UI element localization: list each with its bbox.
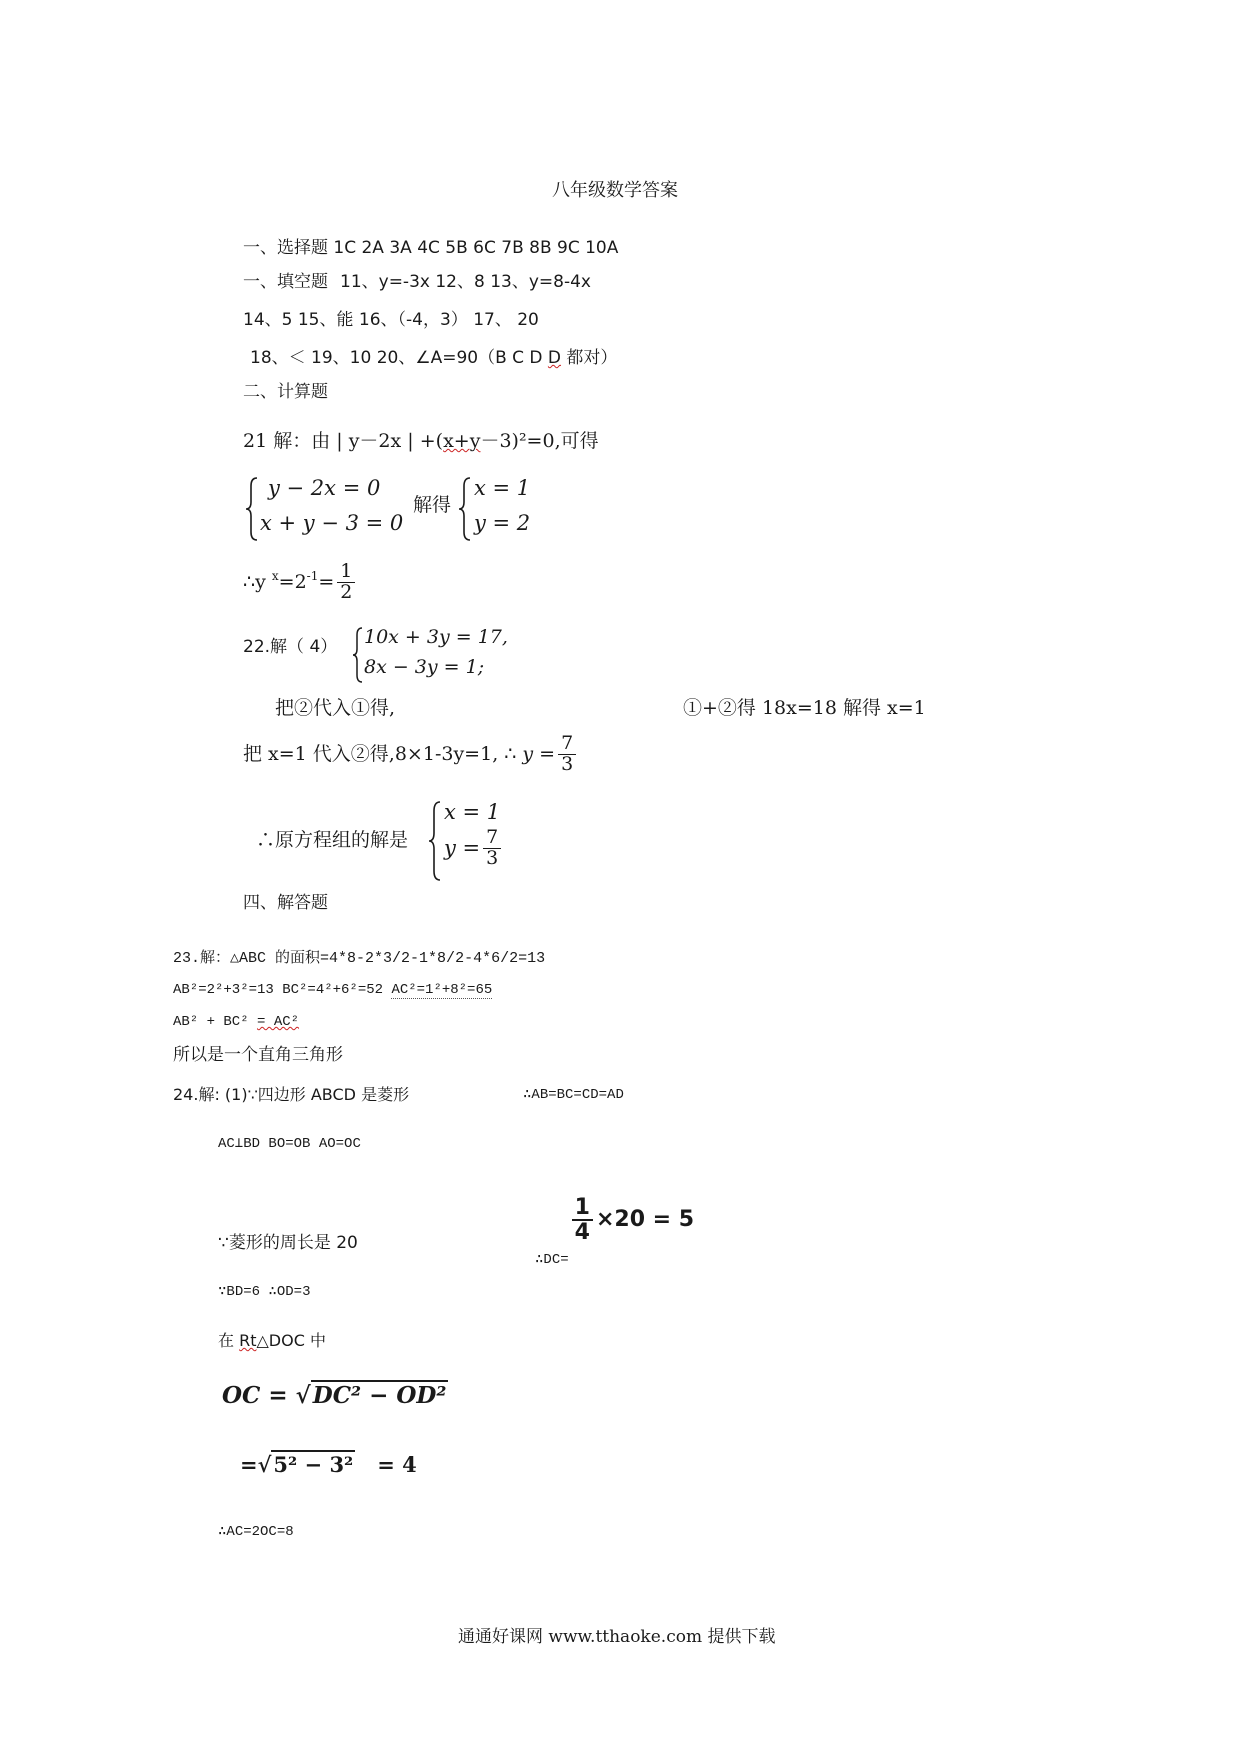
multiple-choice-answers: 一、选择题 1C 2A 3A 4C 5B 6C 7B 8B 9C 10A xyxy=(243,238,619,258)
fill-blank-row2: 14、5 15、能 16、（-4，3） 17、 20 xyxy=(243,310,539,330)
q21-sys2-line1: x = 1 xyxy=(474,476,531,500)
q24-oc-value: =√5² − 3² = 4 xyxy=(240,1452,417,1477)
q21-solve-label: 解得 xyxy=(413,494,452,516)
q23-line4: 所以是一个直角三角形 xyxy=(173,1045,343,1065)
left-brace-icon xyxy=(352,626,364,684)
q21-sys1-line2: x + y − 3 = 0 xyxy=(260,511,404,535)
q21-result: ∴y $^x=2^{-1}=$ $\frac{1}{2}$ xyxy=(243,562,358,603)
q24-line1-right: ∴AB=BC=CD=AD xyxy=(523,1087,624,1103)
fill-blank-row3: 18、＜ 19、10 20、∠A=90（B C D D 都对） xyxy=(250,348,618,368)
q24-dc: $_{\therefore DC=}$ $\frac{1}{4}$ ×20 = 5 xyxy=(535,1195,695,1269)
q24-line1: 24.解: (1)∵四边形 ABCD 是菱形 xyxy=(173,1085,410,1104)
q21-sys1-line1: y − 2x = 0 xyxy=(268,476,381,500)
q22-sys-line1: 10x + 3y = 17, xyxy=(364,626,508,648)
sqrt-icon: √ xyxy=(295,1382,311,1409)
q22-sol-fraction: $\frac{7}{3}$ xyxy=(483,828,501,869)
q22-sys-line2: 8x − 3y = 1; xyxy=(364,656,485,678)
page-title: 八年级数学答案 xyxy=(552,180,678,201)
q24-rt: 在 Rt△DOC 中 xyxy=(218,1331,326,1350)
q22-fraction: $\frac{7}{3}$ xyxy=(558,734,576,775)
q24-line2: AC⊥BD BO=OB AO=OC xyxy=(218,1136,361,1152)
q22-sol-line1: x = 1 xyxy=(444,800,501,824)
fill-blank-label: 一、填空题 xyxy=(243,272,328,292)
q22-sol-line2: y = $\frac{7}{3}$ xyxy=(444,828,504,869)
q22-label: 22.解（ 4） xyxy=(243,637,338,657)
q21-statement: 21 解：由 | y－2x | +(x+y－3)²=0,可得 xyxy=(243,430,599,452)
left-brace-icon xyxy=(458,476,472,542)
q21-sys2-line2: y = 2 xyxy=(474,511,531,535)
q22-step1: 把②代入①得, xyxy=(275,697,396,719)
q22-conclusion-label: ∴原方程组的解是 xyxy=(256,829,409,851)
sqrt-icon: √ xyxy=(257,1452,272,1477)
left-brace-icon xyxy=(428,800,442,882)
q23-line2: AB²=2²+3²=13 BC²=4²+6²=52 AC²=1²+8²=65 xyxy=(173,982,493,998)
left-brace-icon xyxy=(245,476,259,542)
q23-line3: AB² + BC² = AC² xyxy=(173,1014,300,1030)
q22-step2: 把 x=1 代入②得,8×1-3y=1, ∴ y = $\frac{7}{3}$ xyxy=(243,734,579,775)
section-heading-answer: 四、解答题 xyxy=(243,893,328,913)
q24-oc-formula: OC = √DC² − OD² xyxy=(222,1382,447,1409)
section-heading-calc: 二、计算题 xyxy=(243,382,328,402)
q24-final: ∴AC=2OC=8 xyxy=(218,1524,294,1540)
q22-step1-right: ①+②得 18x=18 解得 x=1 xyxy=(683,697,926,719)
q24-dc-fraction: $\frac{1}{4}$ xyxy=(572,1196,593,1244)
q23-line1: 23.解：△ABC 的面积=4*8-2*3/2-1*8/2-4*6/2=13 xyxy=(173,950,546,967)
q24-bd: ∵BD=6 ∴OD=3 xyxy=(218,1284,311,1300)
q21-fraction: $\frac{1}{2}$ xyxy=(337,562,355,603)
fill-blank-row1: 11、y=-3x 12、8 13、y=8-4x xyxy=(340,272,591,292)
q24-perimeter: ∵菱形的周长是 20 xyxy=(218,1233,358,1253)
footer-text: 通通好课网 www.tthaoke.com 提供下载 xyxy=(458,1627,776,1647)
